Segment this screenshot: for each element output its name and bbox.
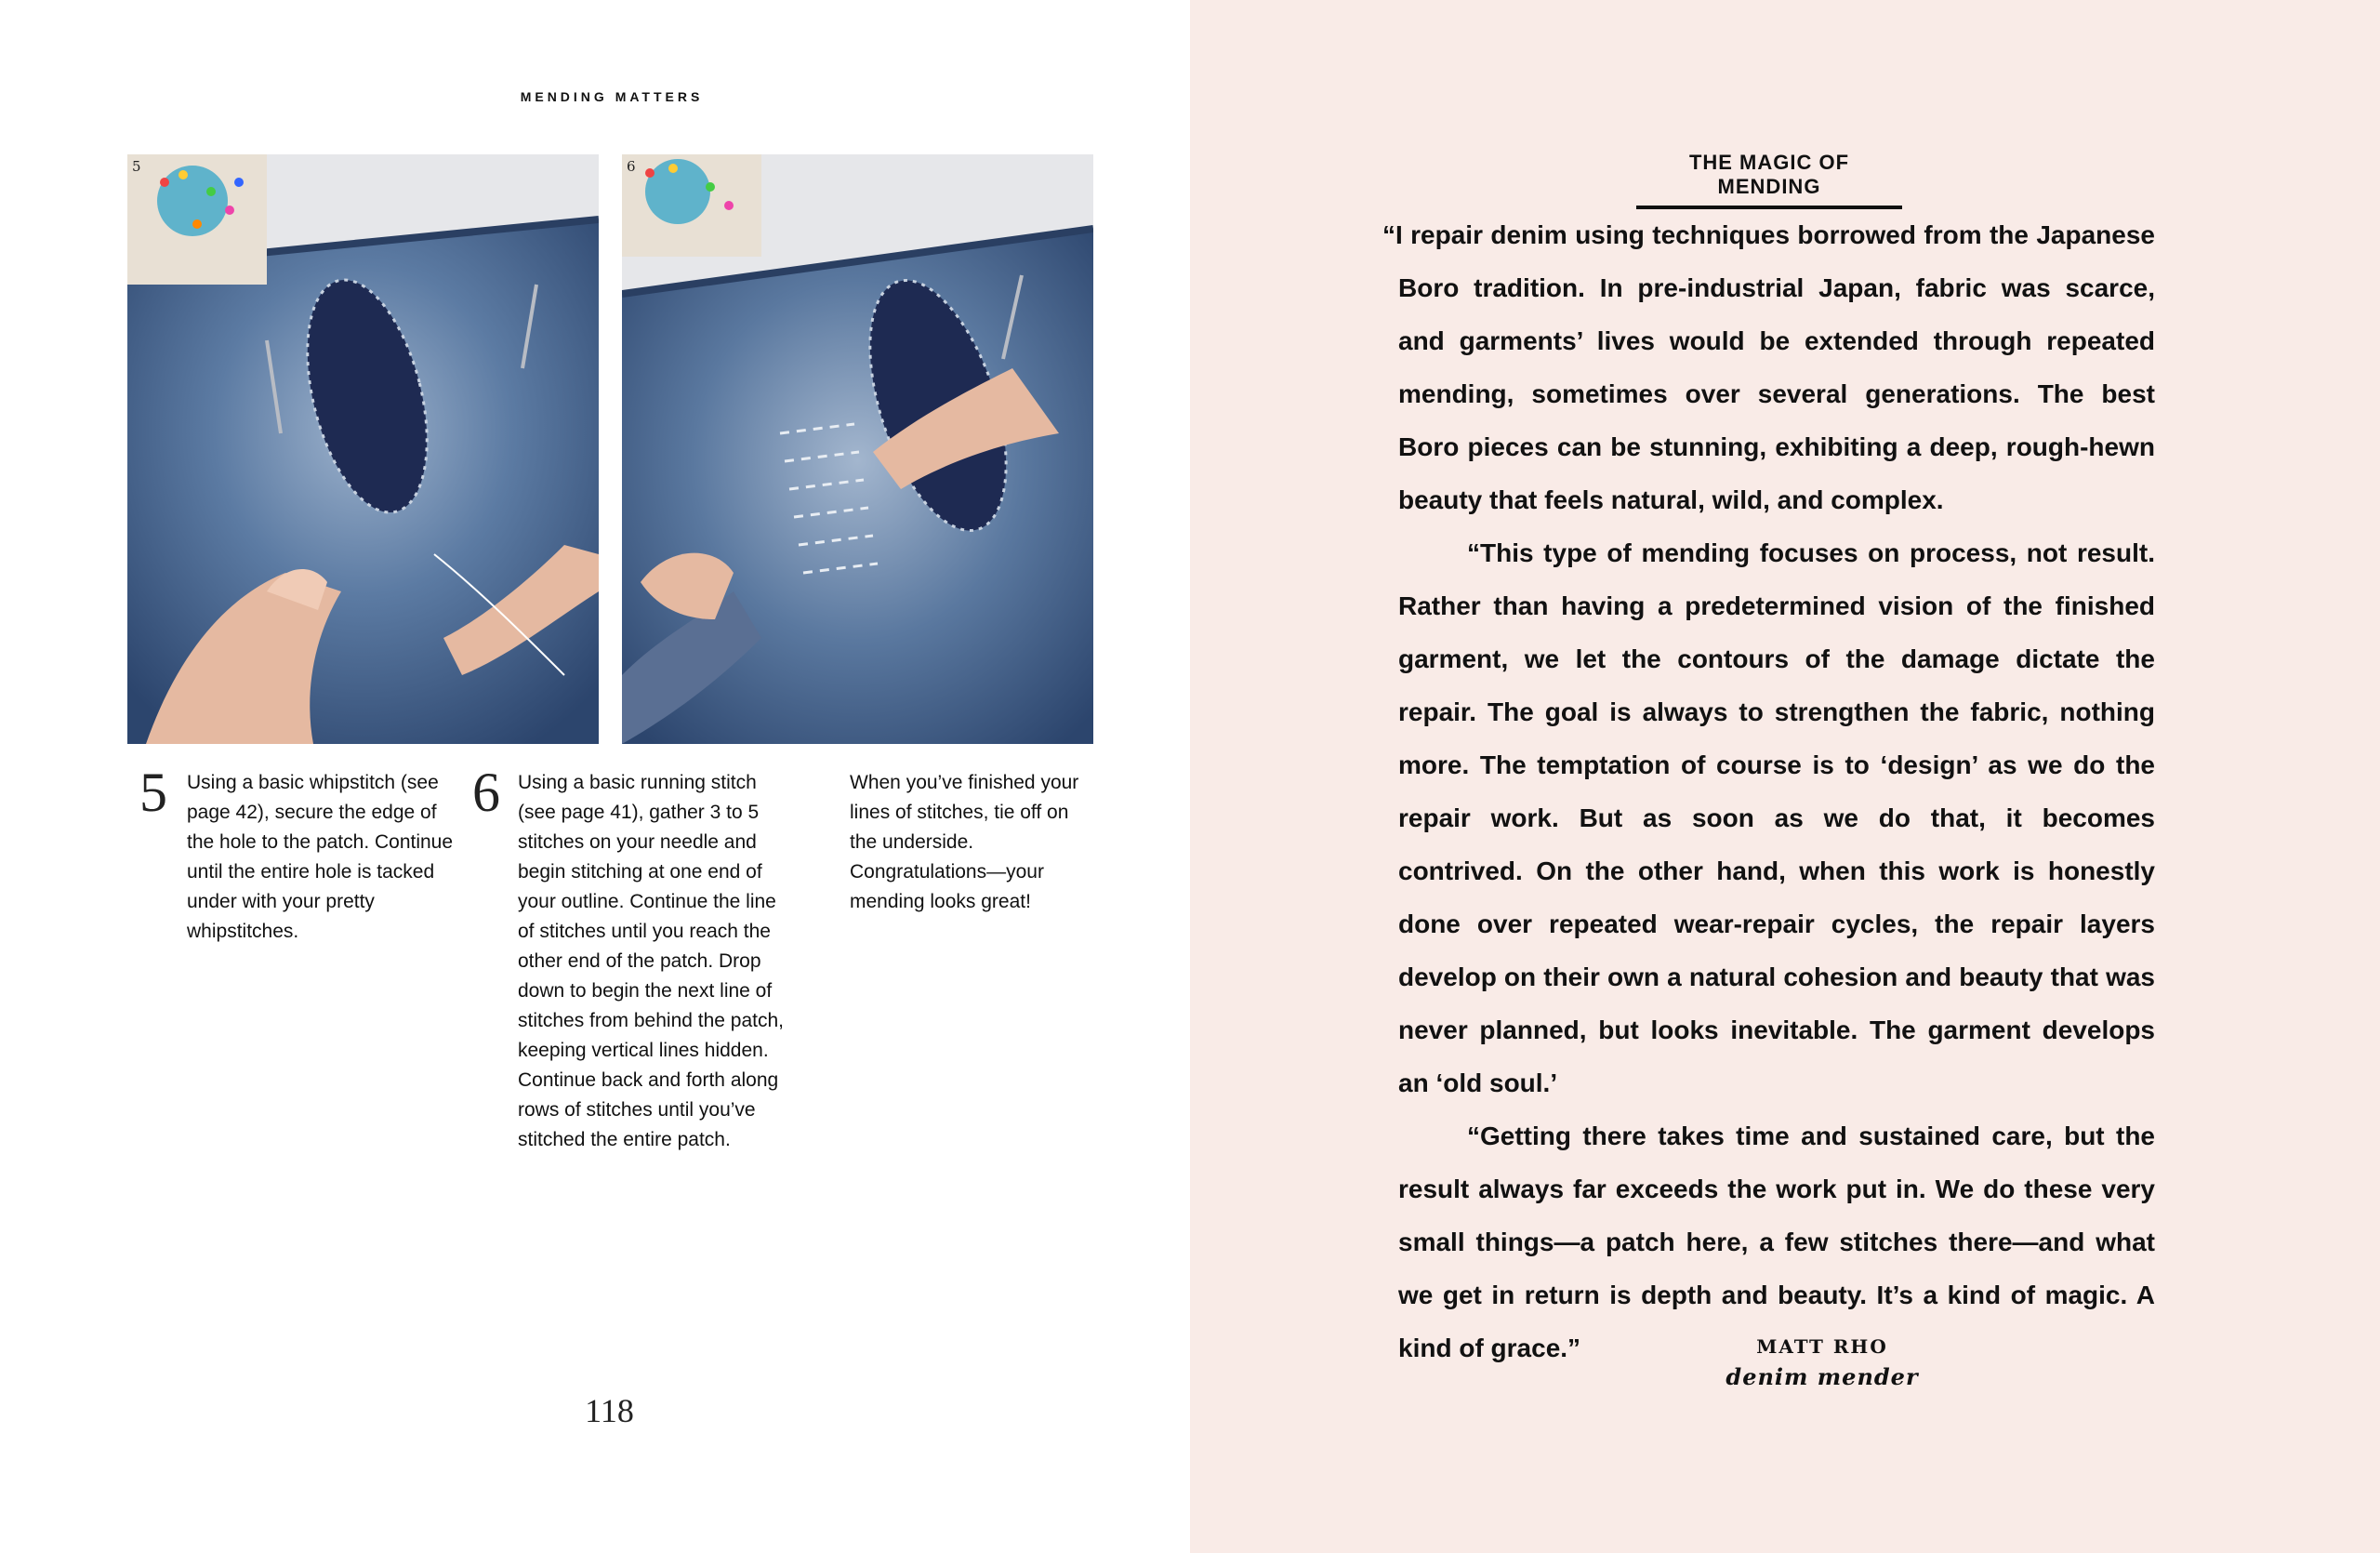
photo-number: 6 [627, 158, 636, 175]
quote-paragraph: “Getting there takes time and sustained care, but the result always far exceeds the work put in. We do these very small things—a patch here, a few stitches there—and what we get in return is depth and beauty. It’s a kind of magic. A kind of grace.” [1398, 1122, 2155, 1362]
attribution-name: MATT RHO [1756, 1335, 1888, 1358]
step-5-photo [127, 154, 599, 744]
step-text: Using a basic whipstitch (see page 42), secure the edge of the hole to the patch. Continue until the entire hole is tacked under with your pretty whipstitches. [187, 772, 454, 942]
quote-paragraph: “This type of mending focuses on process, not result. Rather than having a predetermined vision of the finished garment, we let the contours of the damage dictate the repair. The goal is always to strengthen the fabric, nothing more. The temptation of course is to ‘design’ as we do the repair work. But as soon as we do that, it becomes contrived. On the other hand, when this work is honestly done over repeated wear-repair cycles, the repair layers develop on their own a natural cohesion and beauty that was never planned, but looks inevitable. The garment develops an ‘old soul.’ [1398, 538, 2155, 1097]
denim-patch-image [127, 154, 599, 744]
step-number: 5 [139, 762, 167, 823]
denim-stitching-image [622, 154, 1093, 744]
running-head: MENDING MATTERS [520, 89, 704, 104]
step-text: Using a basic running stitch (see page 41), gather 3 to 5 stitches on your needle and begin stitching at one end of your outline. Continue the line of stitches until you reach the other end of the patch. Drop down to begin the next line of stitches from behind the patch, keeping vertical lines hidden. Continue back and forth along rows of stitches until you’ve stitched the entire patch. [518, 772, 784, 1150]
attribution [1562, 1333, 2082, 1394]
attribution-role: denim mender [1726, 1363, 1919, 1390]
step-text: When you’ve finished your lines of stitches, tie off on the underside. Congratulations—your mending looks great! [850, 772, 1079, 912]
photo-number: 5 [132, 158, 141, 175]
page-number: 118 [585, 1392, 634, 1429]
quote-paragraph: “I repair denim using techniques borrowed from the Japanese Boro tradition. In pre-industrial Japan, fabric was scarce, and garments’ lives would be extended through repeated mending, sometimes over several generations. The best Boro pieces can be stunning, exhibiting a deep, rough-hewn beauty that feels natural, wild, and complex. [1382, 220, 2155, 514]
step-6-photo [622, 154, 1093, 744]
step-number: 6 [472, 762, 500, 823]
quote [1382, 208, 2155, 1374]
section-title: THE MAGIC OF MENDING [1636, 151, 1902, 209]
